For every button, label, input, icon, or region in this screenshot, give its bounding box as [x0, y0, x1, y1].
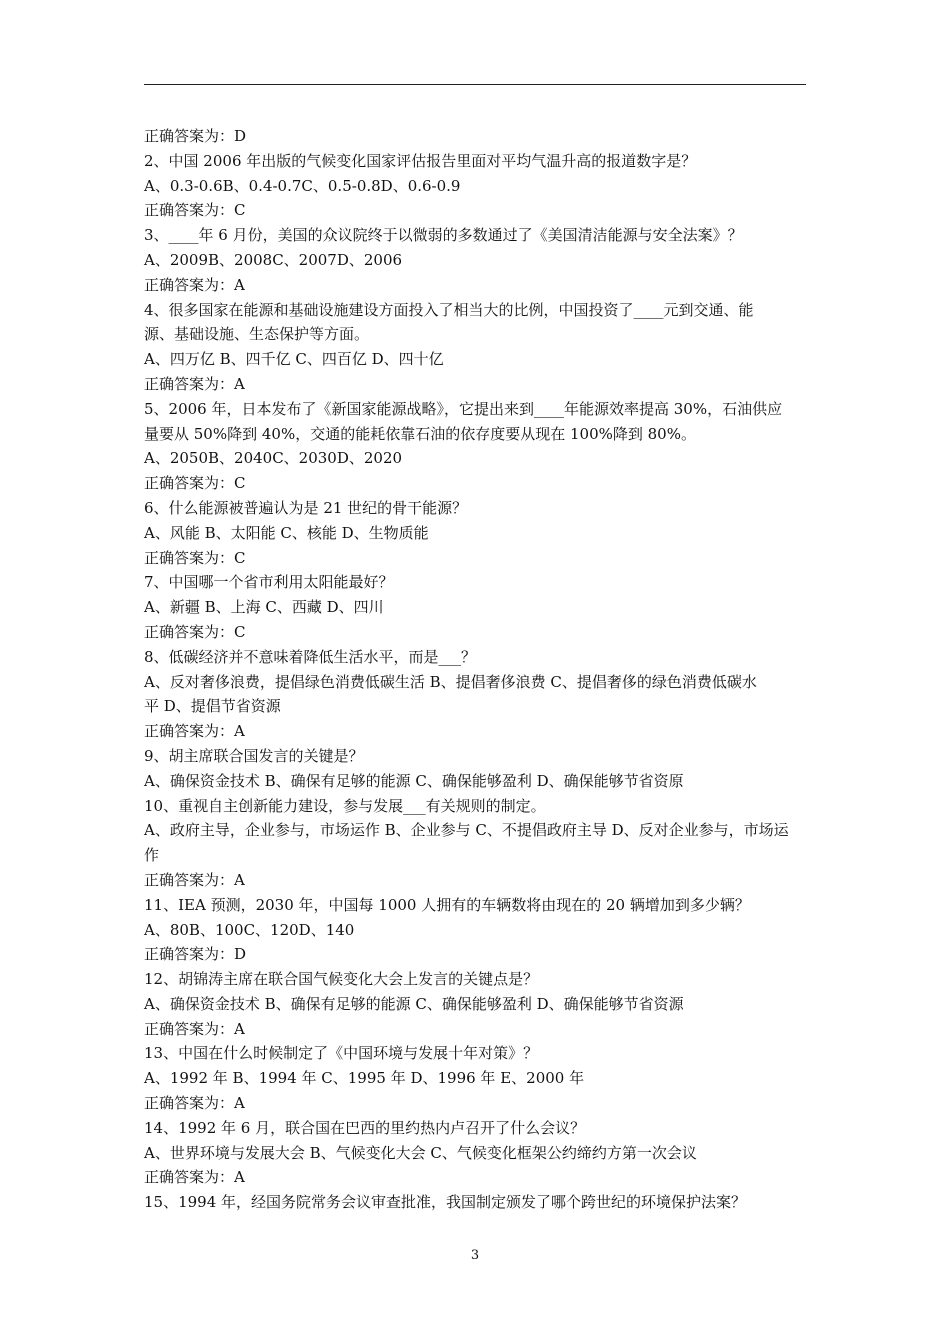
text-line: 11、IEA 预测，2030 年，中国每 1000 人拥有的车辆数将由现在的 20 辆增加到多少辆？: [144, 895, 750, 914]
text-line: A、2050B、2040C、2030D、2020: [144, 449, 403, 468]
text-line: 正确答案为：A: [144, 1019, 245, 1038]
text-line: 正确答案为：C: [144, 474, 246, 493]
text-line: 3、____年 6 月份，美国的众议院终于以微弱的多数通过了《美国清洁能源与安全法案》？: [144, 226, 743, 245]
text-line: 正确答案为：A: [144, 374, 245, 393]
text-line: A、政府主导，企业参与，市场运作 B、企业参与 C、不提倡政府主导 D、反对企业参与，市场运: [144, 821, 789, 840]
document-body: [144, 124, 808, 1215]
text-line: 正确答案为：D: [144, 127, 247, 145]
text-line: 正确答案为：C: [144, 622, 246, 641]
text-line: A、0.3-0.6B、0.4-0.7C、0.5-0.8D、0.6-0.9: [144, 176, 461, 195]
text-line: 源、基础设施、生态保护等方面。: [144, 325, 370, 344]
text-line: A、确保资金技术 B、确保有足够的能源 C、确保能够盈利 D、确保能够节省资原: [144, 771, 684, 790]
text-line: 正确答案为：D: [144, 945, 247, 964]
text-line: A、确保资金技术 B、确保有足够的能源 C、确保能够盈利 D、确保能够节省资源: [144, 994, 684, 1013]
text-line: 6、什么能源被普遍认为是 21 世纪的骨干能源？: [144, 498, 468, 517]
text-line: 正确答案为：A: [144, 870, 245, 889]
text-line: 13、中国在什么时候制定了《中国环境与发展十年对策》？: [144, 1044, 539, 1063]
text-line: A、风能 B、太阳能 C、核能 D、生物质能: [144, 523, 429, 542]
text-line: 12、胡锦涛主席在联合国气候变化大会上发言的关键点是？: [144, 970, 539, 989]
text-line: 5、2006 年，日本发布了《新国家能源战略》，它提出来到____年能源效率提高 30%，石油供应: [144, 399, 783, 418]
text-line: 正确答案为：C: [144, 548, 246, 567]
text-line: A、新疆 B、上海 C、西藏 D、四川: [144, 598, 384, 617]
text-line: 7、中国哪一个省市利用太阳能最好？: [144, 573, 394, 592]
header-rule: [144, 84, 806, 85]
text-line: 作: [144, 846, 160, 865]
text-line: 量要从 50%降到 40%，交通的能耗依靠石油的依存度要从现在 100%降到 80%。: [144, 424, 696, 443]
text-line: 10、重视自主创新能力建设，参与发展___有关规则的制定。: [144, 796, 546, 815]
text-line: 正确答案为：A: [144, 722, 245, 741]
text-line: A、世界环境与发展大会 B、气候变化大会 C、气候变化框架公约缔约方第一次会议: [144, 1143, 697, 1162]
text-line: A、1992 年 B、1994 年 C、1995 年 D、1996 年 E、2000 年: [144, 1069, 585, 1088]
text-line: A、2009B、2008C、2007D、2006: [144, 250, 403, 269]
text-line: 正确答案为：C: [144, 201, 246, 220]
text-line: 4、很多国家在能源和基础设施建设方面投入了相当大的比例，中国投资了____元到交通、能: [144, 300, 754, 319]
text-line: 8、低碳经济并不意味着降低生活水平，而是___？: [144, 647, 477, 666]
text-line: A、四万亿 B、四千亿 C、四百亿 D、四十亿: [144, 350, 444, 369]
text-line: 14、1992 年 6 月，联合国在巴西的里约热内卢召开了什么会议？: [144, 1118, 586, 1137]
text-line: 15、1994 年，经国务院常务会议审查批准，我国制定颁发了哪个跨世纪的环境保护法案？: [144, 1193, 747, 1212]
text-line: 正确答案为：A: [144, 1168, 245, 1187]
text-line: 正确答案为：A: [144, 1094, 245, 1113]
text-line: A、80B、100C、120D、140: [144, 920, 355, 939]
page-number: 3: [470, 1248, 480, 1263]
text-line: 2、中国 2006 年出版的气候变化国家评估报告里面对平均气温升高的报道数字是？: [144, 151, 697, 170]
text-line: A、反对奢侈浪费，提倡绿色消费低碳生活 B、提倡奢侈浪费 C、提倡奢侈的绿色消费低碳水: [144, 672, 757, 691]
text-line: 正确答案为：A: [144, 275, 245, 294]
text-line: 平 D、提倡节省资源: [144, 697, 281, 716]
text-line: 9、胡主席联合国发言的关键是？: [144, 746, 364, 765]
